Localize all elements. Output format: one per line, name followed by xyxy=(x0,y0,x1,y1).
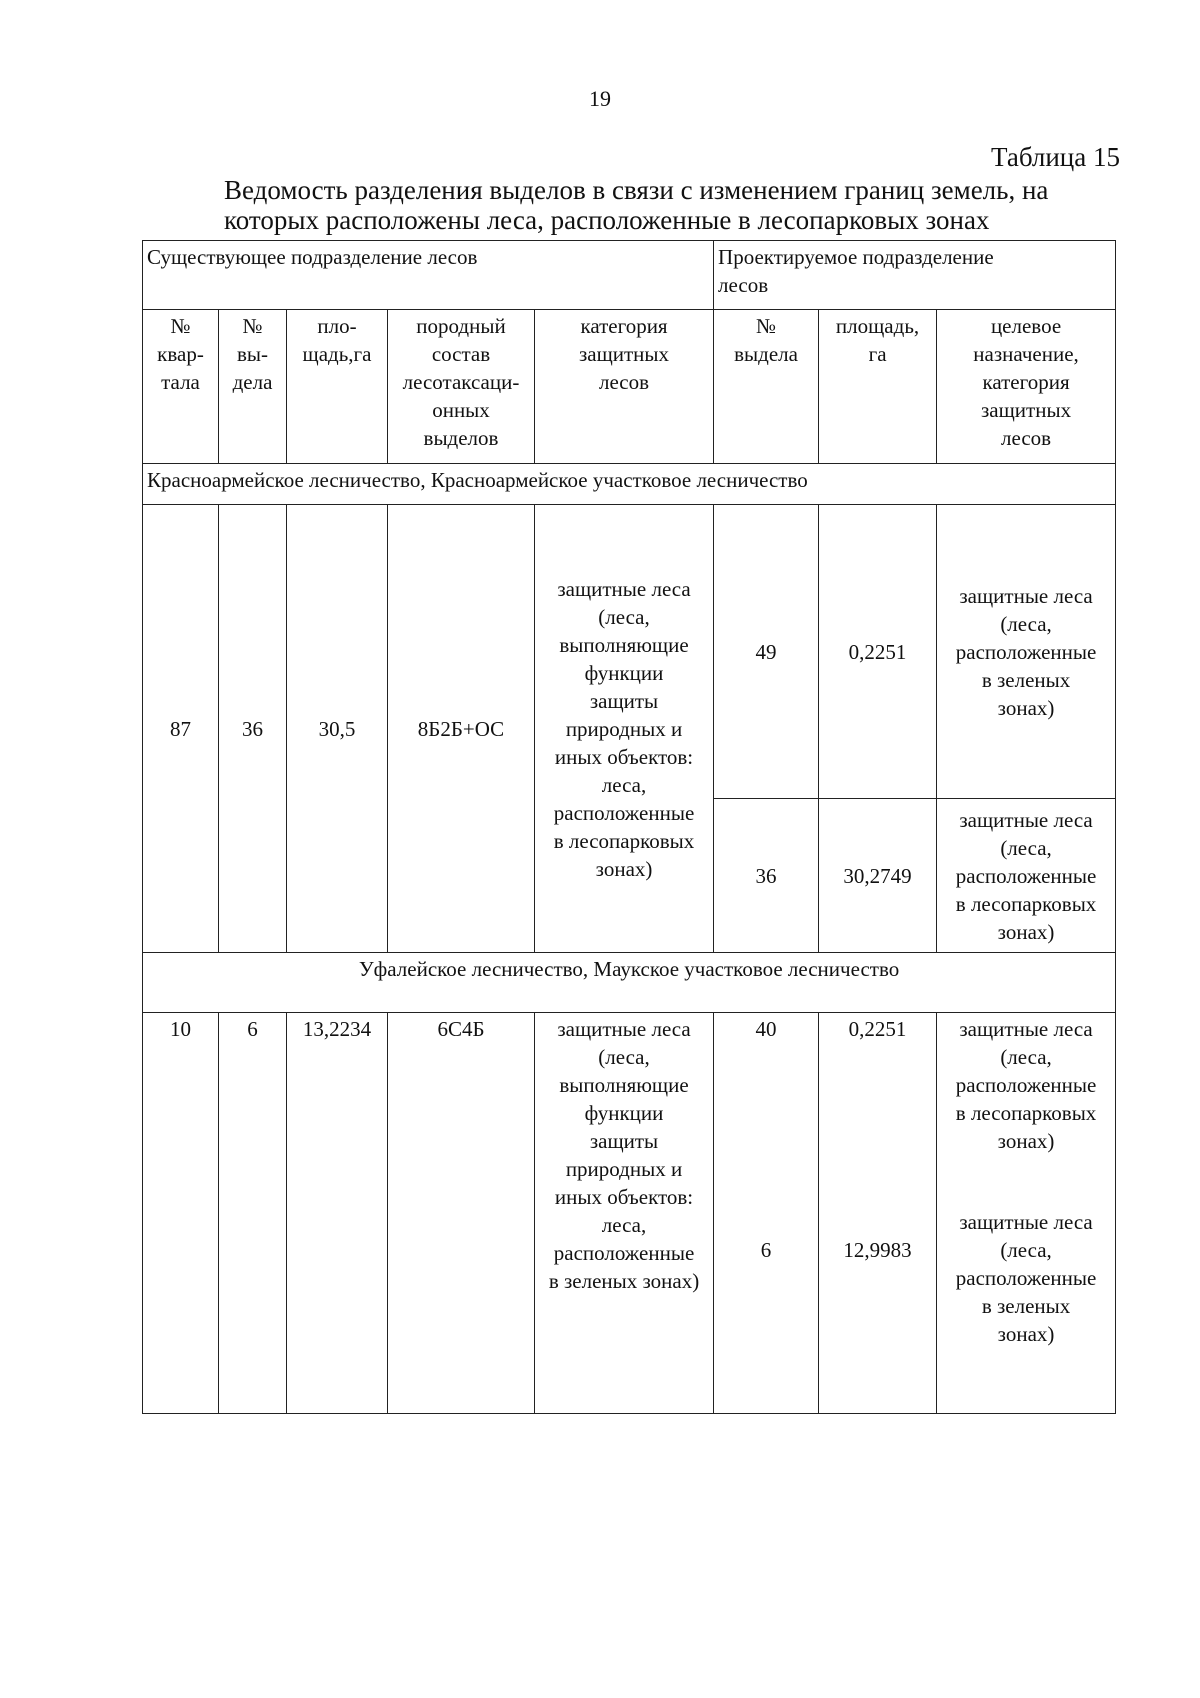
s1-new2-area: 30,2749 xyxy=(819,799,937,953)
section-2-title: Уфалейское лесничество, Маукское участковое лесничество xyxy=(143,953,1116,1013)
header-projected: Проектируемое подразделение лесов xyxy=(714,241,1116,310)
col-vydel-header: № вы- дела xyxy=(219,310,287,464)
s2-new1-vydel: 40 xyxy=(714,1013,819,1206)
s2-new2-vydel: 6 xyxy=(714,1206,819,1414)
s2-vydel: 6 xyxy=(219,1013,287,1414)
s2-new1-purpose: защитные леса (леса, расположенные в лесопарковых зонах) xyxy=(937,1013,1116,1206)
s1-composition: 8Б2Б+ОС xyxy=(388,505,535,953)
header-columns-row xyxy=(143,310,1116,464)
section-1-row-1 xyxy=(143,505,1116,799)
section-2-row-1 xyxy=(143,1013,1116,1206)
title-line-2: которых расположены леса, расположенные в лесопарковых зонах xyxy=(224,205,990,235)
col-new-vydel-header: № выдела xyxy=(714,310,819,464)
col-kvartal-header: № квар- тала xyxy=(143,310,219,464)
page-number: 19 xyxy=(589,86,611,111)
col-new-area-header: площадь, га xyxy=(819,310,937,464)
col-composition-header: породный состав лесотаксаци- онных выделов xyxy=(388,310,535,464)
col-category-header: категория защитных лесов xyxy=(535,310,714,464)
table-title xyxy=(224,175,1048,235)
s2-new1-area: 0,2251 xyxy=(819,1013,937,1206)
s1-category: защитные леса (леса, выполняющие функции защиты природных и иных объектов: леса, расположенные в лесопарковых зонах) xyxy=(535,505,714,953)
s1-new1-vydel: 49 xyxy=(714,505,819,799)
s1-new1-purpose: защитные леса (леса, расположенные в зеленых зонах) xyxy=(937,505,1116,799)
s2-area: 13,2234 xyxy=(287,1013,388,1414)
table-label: Таблица 15 xyxy=(991,142,1120,172)
s1-new2-purpose: защитные леса (леса, расположенные в лесопарковых зонах) xyxy=(937,799,1116,953)
s2-new2-area: 12,9983 xyxy=(819,1206,937,1414)
s1-area: 30,5 xyxy=(287,505,388,953)
s1-kvartal: 87 xyxy=(143,505,219,953)
s2-composition: 6С4Б xyxy=(388,1013,535,1414)
s2-kvartal: 10 xyxy=(143,1013,219,1414)
col-area-header: пло- щадь,га xyxy=(287,310,388,464)
header-group-row xyxy=(143,241,1116,310)
section-1-title: Красноармейское лесничество, Красноармейское участковое лесничество xyxy=(143,464,1116,505)
s1-vydel: 36 xyxy=(219,505,287,953)
forest-division-table xyxy=(142,240,1116,1414)
s2-category: защитные леса (леса, выполняющие функции защиты природных и иных объектов: леса, расположенные в зеленых зонах) xyxy=(535,1013,714,1414)
s2-new2-purpose: защитные леса (леса, расположенные в зеленых зонах) xyxy=(937,1206,1116,1414)
section-1-title-row xyxy=(143,464,1116,505)
s1-new2-vydel: 36 xyxy=(714,799,819,953)
header-existing: Существующее подразделение лесов xyxy=(143,241,714,310)
title-line-1: Ведомость разделения выделов в связи с изменением границ земель, на xyxy=(224,175,1049,205)
section-2-title-row xyxy=(143,953,1116,1013)
s1-new1-area: 0,2251 xyxy=(819,505,937,799)
col-purpose-header: целевое назначение, категория защитных лесов xyxy=(937,310,1116,464)
